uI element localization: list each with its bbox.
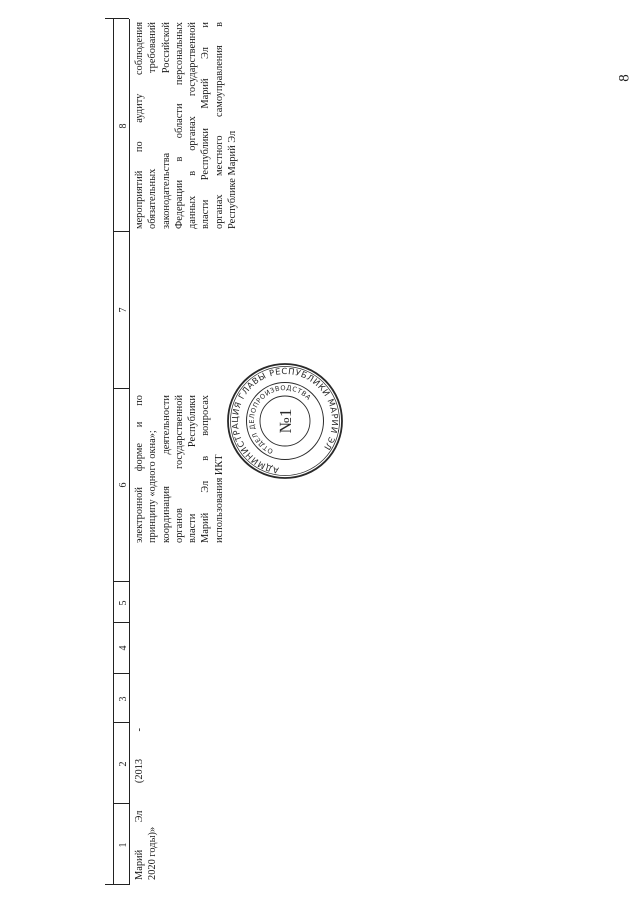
cell-line: использования ИКТ [213, 454, 225, 543]
column-divider [113, 581, 129, 582]
cell-line: данных в органах государственной [187, 22, 199, 229]
column-divider [113, 673, 129, 674]
column-header-1: 1 [118, 842, 129, 848]
column-divider [113, 388, 129, 389]
column-divider [105, 884, 129, 885]
cell-line: законодательства Российской [160, 22, 172, 229]
cell-line: мероприятий по аудиту соблюдения [134, 22, 145, 229]
table-top-rule [113, 19, 114, 885]
column-header-8: 8 [118, 123, 129, 129]
column-divider [105, 18, 129, 19]
cell-line: электронной форме и по [134, 395, 145, 543]
stamp-seal-icon [225, 361, 345, 481]
cell-line: органах местного самоуправления в [213, 22, 225, 229]
cell-line: Федерации в области персональных [173, 22, 185, 229]
cell-line: Марий Эл в вопросах [200, 395, 212, 543]
column-divider [113, 722, 129, 723]
cell-activities [133, 22, 239, 229]
column-header-7: 7 [118, 307, 129, 313]
cell-line: координация деятельности [160, 395, 172, 543]
cell-line: органов государственной [173, 395, 185, 543]
cell-line: Марий Эл (2013 - [134, 728, 145, 880]
cell-line: власти Республики [187, 395, 199, 543]
stamp-outer-text: АДМИНИСТРАЦИЯ ГЛАВЫ РЕСПУБЛИКИ МАРИЙ ЭЛ [229, 365, 341, 476]
column-header-5: 5 [118, 600, 129, 606]
column-divider [113, 622, 129, 623]
column-header-6: 6 [118, 482, 129, 488]
page-number: 8 [616, 74, 633, 82]
cell-line: Республике Марий Эл [227, 130, 239, 229]
cell-program-name [133, 728, 160, 880]
column-header-4: 4 [118, 645, 129, 651]
cell-line: обязательных требований [147, 22, 159, 229]
cell-line: власти Республики Марий Эл и [200, 22, 212, 229]
cell-line: принципу «одного окна»; [147, 430, 159, 543]
cell-objectives [133, 395, 226, 543]
header-bottom-rule [129, 19, 130, 885]
column-divider [113, 803, 129, 804]
column-header-3: 3 [118, 696, 129, 702]
cell-line: 2020 годы)» [147, 826, 159, 880]
official-stamp [225, 361, 345, 481]
stamp-center-text: №1 [276, 408, 295, 434]
stamp-inner-text: ОТДЕЛ ДЕЛОПРОИЗВОДСТВА [247, 383, 313, 456]
column-header-2: 2 [118, 761, 129, 767]
column-divider [113, 231, 129, 232]
